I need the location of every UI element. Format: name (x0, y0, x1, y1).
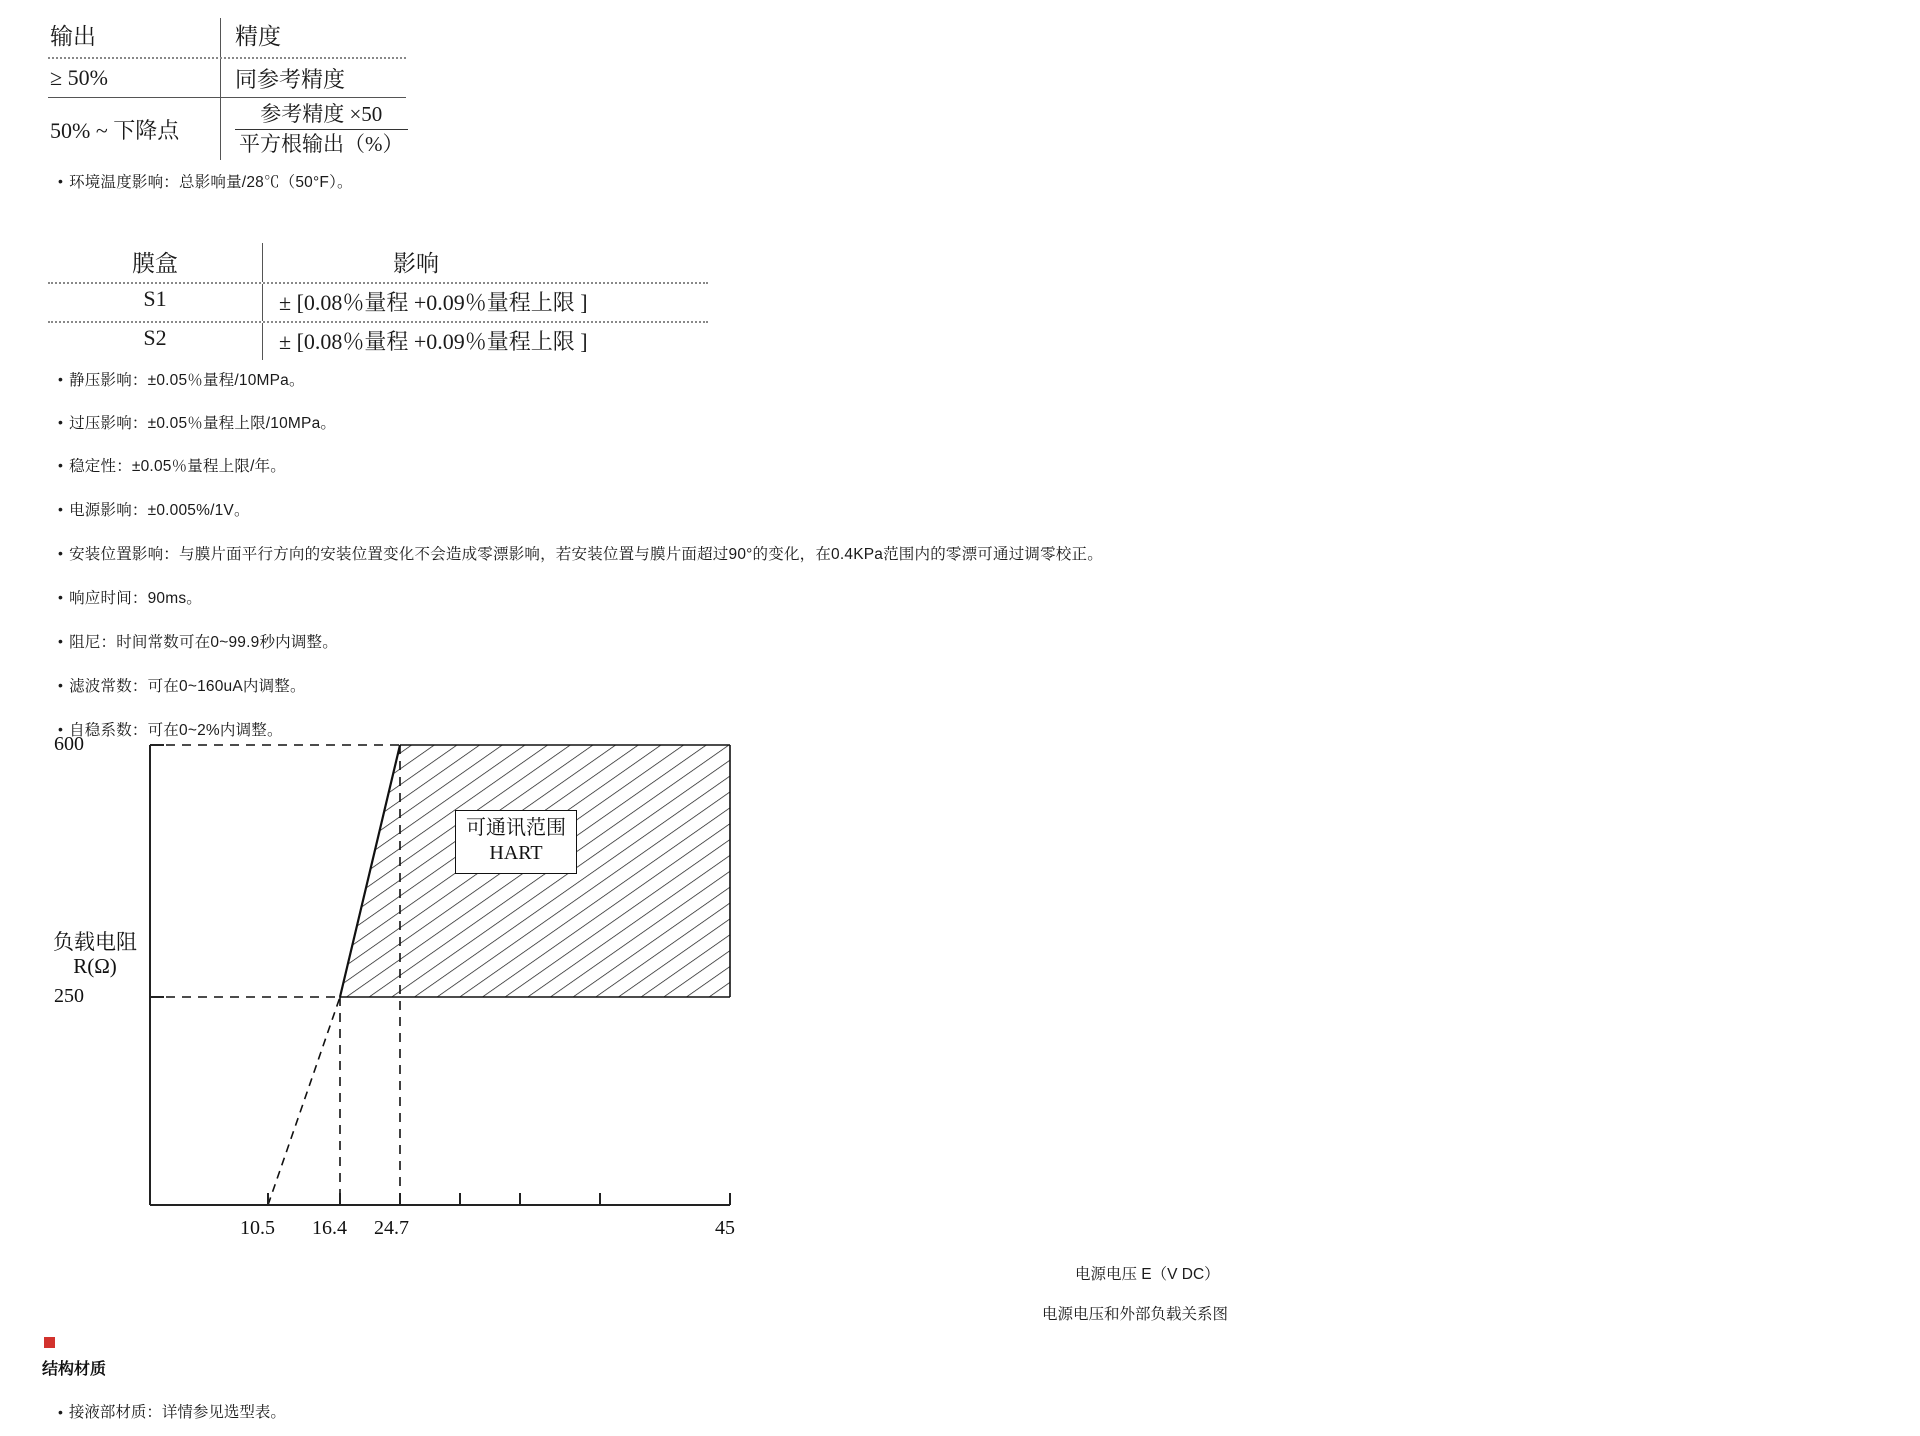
bullet-self-stability-factor: • 自稳系数：可在0~2%内调整。 (58, 720, 283, 742)
column-header-output: 输出 (50, 24, 96, 49)
table-header-row (48, 243, 748, 282)
cell-membrane-s2: S2 (143, 325, 167, 350)
chart-caption: 电源电压和外部负载关系图 (1042, 1306, 1229, 1323)
table-row (48, 98, 508, 160)
x-tick-label-45: 45 (715, 1217, 735, 1239)
bullet-response-time: • 响应时间：90ms。 (58, 588, 202, 610)
cell-membrane-s1: S1 (143, 286, 167, 311)
communication-range-label (455, 810, 577, 874)
membrane-table (48, 243, 748, 360)
bullet-filter-constant: • 滤波常数：可在0~160uA内调整。 (58, 676, 306, 698)
cell-output-range-2: 50% ~ 下降点 (50, 117, 180, 143)
bullet-wetted-material: • 接液部材质：详情参见选型表。 (58, 1400, 286, 1422)
table-header-row (48, 18, 508, 57)
accuracy-table (48, 18, 508, 160)
hart-label-line1: 可通讯范围 (466, 817, 566, 839)
fraction-denominator: 平方根输出（%） (239, 131, 404, 156)
column-header-accuracy: 精度 (220, 18, 508, 57)
bullet-power-supply-effect: • 电源影响：±0.005%/1V。 (58, 500, 250, 522)
bullet-ambient-temperature: • 环境温度影响：总影响量/28℃（50°F）。 (58, 172, 353, 194)
bullet-mounting-position-effect: • 安装位置影响：与膜片面平行方向的安装位置变化不会造成零漂影响，若安装位置与膜片面超过90°的变化，在0.4KPa范围内的零漂可通过调零校正。 (58, 544, 1103, 566)
section-title-materials: 结构材质 (42, 1361, 107, 1378)
fraction-numerator: 参考精度 ×50 (235, 102, 408, 129)
chart-svg (40, 735, 780, 1255)
dashed-extension-line (268, 997, 340, 1205)
cell-effect-s2: ± [0.08％量程 +0.09％量程上限 ] (262, 323, 748, 360)
table-row (48, 59, 508, 97)
x-tick-label-24-7: 24.7 (374, 1217, 409, 1239)
x-axis-label: 电源电压 E（V DC） (1075, 1266, 1220, 1283)
hart-label-line2: HART (489, 842, 543, 864)
y-axis-label-line2: R(Ω) (73, 954, 117, 979)
cell-output-range-1: ≥ 50% (50, 65, 108, 90)
y-axis-label (36, 930, 154, 978)
y-axis-label-line1: 负载电阻 (53, 930, 137, 954)
table-row (48, 284, 748, 321)
column-header-membrane: 膜盒 (132, 251, 178, 276)
y-tick-label-600: 600 (54, 733, 84, 755)
bullet-overpressure-effect: • 过压影响：±0.05％量程上限/10MPa。 (58, 413, 336, 435)
x-tick-label-10-5: 10.5 (240, 1217, 275, 1239)
section-marker-icon (44, 1337, 55, 1348)
bullet-damping: • 阻尼：时间常数可在0~99.9秒内调整。 (58, 632, 338, 654)
fraction (235, 102, 408, 155)
x-tick-label-16-4: 16.4 (312, 1217, 347, 1239)
load-resistance-chart (40, 735, 780, 1255)
y-tick-label-250: 250 (54, 985, 84, 1007)
cell-effect-s1: ± [0.08％量程 +0.09％量程上限 ] (262, 284, 748, 321)
cell-accuracy-1: 同参考精度 (220, 59, 508, 97)
column-header-effect: 影响 (262, 243, 748, 282)
bullet-stability: • 稳定性：±0.05％量程上限/年。 (58, 456, 286, 478)
cell-accuracy-2 (220, 98, 508, 160)
table-row (48, 323, 748, 360)
bullet-static-pressure-effect: • 静压影响：±0.05％量程/10MPa。 (58, 370, 305, 392)
